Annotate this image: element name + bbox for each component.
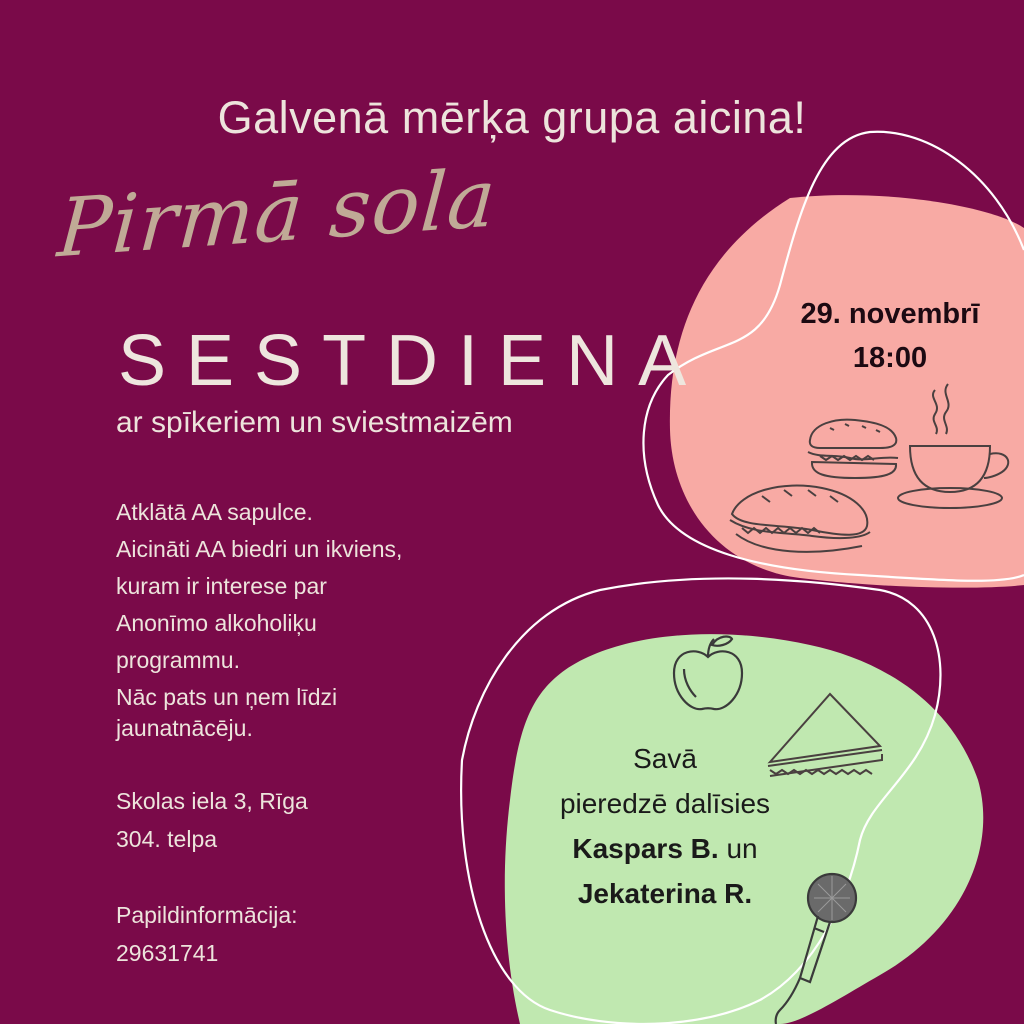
speakers-intro-1: Savā <box>633 743 697 774</box>
description-line: Aicināti AA biedri un ikviens, <box>116 536 403 562</box>
location-room: 304. telpa <box>116 826 218 852</box>
speaker-connector: un <box>718 833 758 864</box>
contact-phone: 29631741 <box>116 940 219 966</box>
baguette-icon <box>722 474 877 564</box>
schedule-block <box>740 292 1024 380</box>
description-line: kuram ir interese par <box>116 573 327 599</box>
description-line: programmu. <box>116 647 240 673</box>
headline: Galvenā mērķa grupa aicina! <box>217 92 807 143</box>
contact-label: Papildinformācija: <box>116 902 298 928</box>
script-title: Pirmā sola <box>54 151 500 276</box>
microphone-icon <box>770 868 865 1024</box>
description-line: jaunatnācēju. <box>116 715 253 741</box>
event-time: 18:00 <box>852 342 928 374</box>
speakers-intro-2: pieredzē dalīsies <box>559 788 771 819</box>
main-title: SESTDIENA <box>118 321 707 401</box>
speaker-name-2: Jekaterina R. <box>577 878 753 909</box>
event-date: 29. novembrī <box>800 298 980 330</box>
description-line: Atklātā AA sapulce. <box>116 499 313 525</box>
speaker-line-1 <box>515 826 815 871</box>
triangle-sandwich-icon <box>760 690 890 785</box>
location-street: Skolas iela 3, Rīga <box>116 788 308 814</box>
apple-icon <box>668 633 748 713</box>
speaker-name-1: Kaspars B. <box>572 833 719 864</box>
description-line: Anonīmo alkoholiķu <box>116 610 317 636</box>
description-line: Nāc pats un ņem līdzi <box>116 684 338 710</box>
coffee-cup-icon <box>890 380 1015 510</box>
subtitle: ar spīkeriem un sviestmaizēm <box>116 406 513 439</box>
